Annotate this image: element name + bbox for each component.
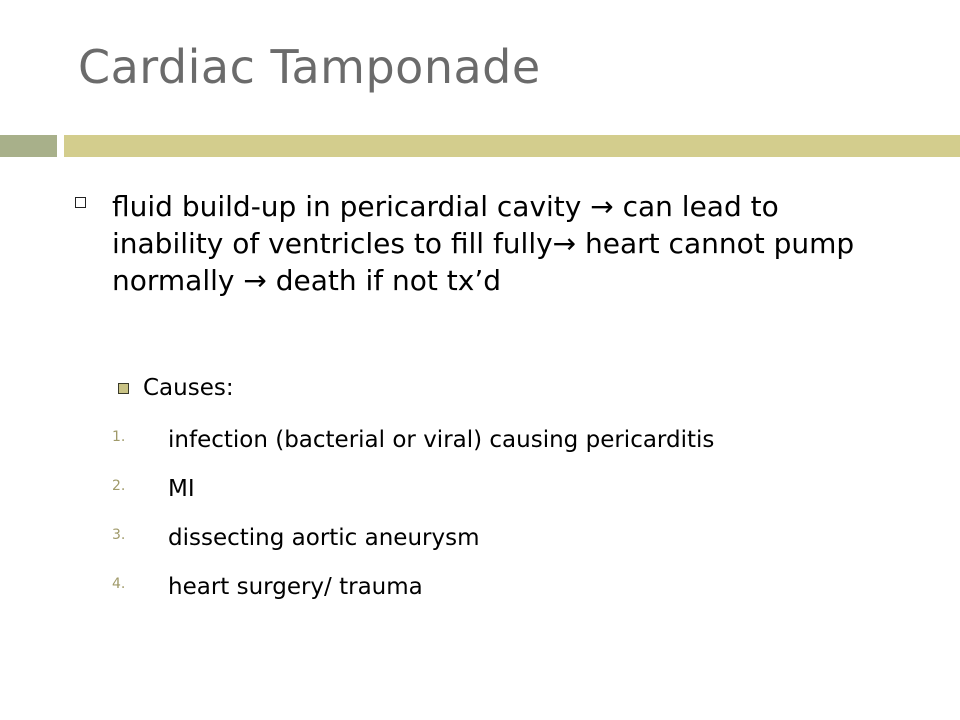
title-band-left <box>0 135 57 157</box>
list-item-number: 1. <box>112 429 126 445</box>
list-item <box>112 473 872 506</box>
hollow-square-bullet-icon <box>75 197 86 208</box>
list-item <box>112 424 872 457</box>
sub-bullet-text: Causes: <box>143 375 234 401</box>
main-bullet-text: fluid build-up in pericardial cavity → can lead to inability of ventricles to fill fully→ heart cannot pump normally → death if not tx’d <box>112 190 855 297</box>
slide-title: Cardiac Tamponade <box>78 40 541 94</box>
list-item-text: infection (bacterial or viral) causing pericarditis <box>168 427 715 453</box>
causes-list <box>112 424 872 620</box>
list-item <box>112 522 872 555</box>
filled-square-bullet-icon <box>118 383 129 394</box>
title-band-right <box>64 135 960 157</box>
list-item-text: dissecting aortic aneurysm <box>168 525 480 551</box>
list-item-number: 2. <box>112 478 126 494</box>
list-item-number: 3. <box>112 527 126 543</box>
list-item-number: 4. <box>112 576 126 592</box>
sub-bullet <box>118 375 234 401</box>
main-bullet <box>75 188 887 299</box>
list-item <box>112 571 872 604</box>
list-item-text: heart surgery/ trauma <box>168 574 423 600</box>
list-item-text: MI <box>168 476 195 502</box>
